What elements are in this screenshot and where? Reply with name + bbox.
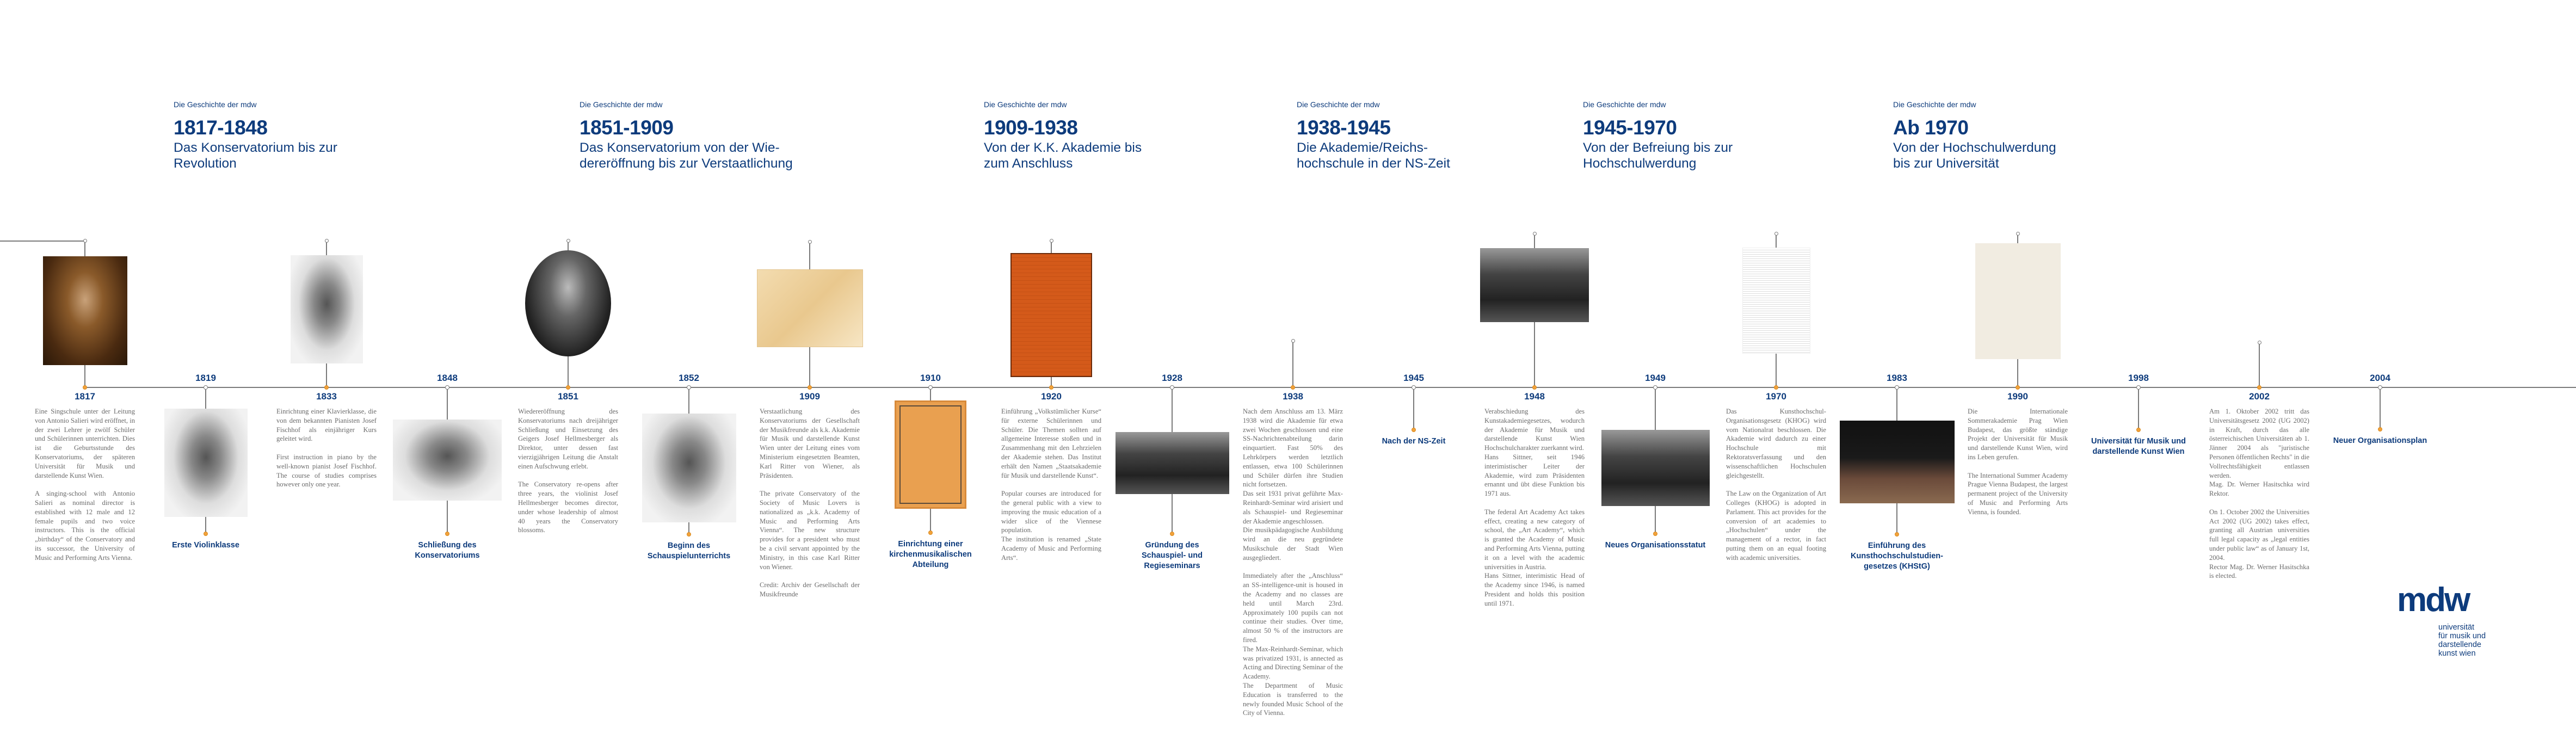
timeline-marker-filled [1291, 385, 1295, 390]
event-year: 1928 [1162, 373, 1182, 383]
event-connector [2259, 343, 2260, 387]
description-german: Verstaatlichung des Konservatoriums der Gesellschaft der Musikfreunde als k.k. Akademie für Musik und darstellende Kunst Wien unter der Leitung eines vom Ministerium eingesetzten Beamten, Karl Ritter von Wiener, als Präsidenten. [760, 408, 860, 479]
title-anchor-circle [1050, 239, 1053, 243]
title-anchor-dot [2136, 428, 2141, 432]
timeline-marker-open [2378, 385, 2382, 390]
title-anchor-circle [1291, 339, 1295, 343]
event-year: 1938 [1283, 391, 1303, 402]
timeline-marker-open [928, 385, 933, 390]
period-header [580, 100, 793, 171]
period-years: 1851-1909 [580, 116, 674, 139]
event-image [393, 420, 502, 501]
title-anchor-circle [2016, 232, 2020, 236]
title-anchor-circle [808, 240, 812, 244]
event-description [35, 407, 135, 563]
title-anchor-dot [1170, 532, 1174, 536]
description-english: Popular courses are introduced for the general public with a view to improving the music education of a wider slice of the Viennese population. The institution is renamed „State Academy of Music and Performing Arts“. [1001, 490, 1101, 562]
event-image [757, 269, 863, 347]
title-anchor-dot [687, 532, 691, 537]
event-image [164, 409, 248, 517]
image-credit: Credit: Archiv der Gesellschaft der Musikfreunde [760, 581, 860, 598]
event-description [1726, 407, 1826, 563]
timeline-marker-open [687, 385, 691, 390]
event-connector [1292, 341, 1293, 387]
event-connector [2138, 387, 2139, 430]
timeline-marker-filled [324, 385, 329, 390]
timeline-marker-filled [1049, 385, 1053, 390]
event-title: Nach der NS-Zeit [1382, 437, 1446, 446]
description-german: Verabschiedung des Kunstakademiegesetzes, wodurch der Akademie für Musik und darstellende Kunst Wien Hochschulcharakter zuerkannt wird. Hans Sittner, seit 1946 interimistischer Leiter der Akademie, wird zum Präsidenten ernannt und übt diese Funktion bis 1971 aus. [1484, 408, 1585, 498]
timeline-marker-open [1895, 385, 1899, 390]
period-years: 1938-1945 [1297, 116, 1391, 139]
timeline-lead-in [0, 241, 85, 242]
title-anchor-circle [2258, 341, 2261, 344]
description-german: Wiedereröffnung des Konservatoriums nach dreijähriger Schließung und Einsetzung des Geigers Josef Hellmesberger als Direktor, unter dessen fast vierzigjährigen Leitung die Anstalt einen Aufschwung erlebt. [518, 408, 618, 470]
description-german: Das Kunsthochschul-Organisationsgesetz (KHOG) wird vom Nationalrat beschlossen. Die Akademie wird dadurch zu einer Hochschule mit Rektoratsverfassung und den wissenschaftlichen Hochschulen gleichgestellt. [1726, 408, 1826, 479]
event-description [1001, 407, 1101, 563]
event-year: 1983 [1887, 373, 1907, 383]
event-description [1484, 407, 1585, 608]
description-english: The Law on the Organization of Art Colleges (KHOG) is adopted in Parlament. This act provides for the conversion of art academies to „Hochschulen“ under the management of a rector, in fact putting them on an equal footing with academic universities. [1726, 490, 1826, 562]
title-anchor-dot [928, 531, 933, 535]
event-year: 1852 [679, 373, 699, 383]
period-label: Die Geschichte der mdw [580, 100, 663, 109]
description-german: Am 1. Oktober 2002 tritt das Universitätsgesetz 2002 (UG 2002) in Kraft, durch das alle österreichischen Universitäten ab 1. Jänner 2004 als "juristische Personen öffentlichen Rechts" in die Vollrechtsfähigkeit entlassen werden. Mag. Dr. Werner Hasitschka wird Rektor. [2209, 408, 2309, 498]
event-image [1742, 248, 1810, 354]
timeline-marker-filled [83, 385, 87, 390]
description-english: A singing-school with Antonio Salieri as nominal director is established with 12 male and 12 female pupils and two voice instructors. This is the official „birthday“ of the Conservatory and its successor, the University of Music and Performing Arts Vienna. [35, 490, 135, 562]
timeline-marker-filled [1532, 385, 1537, 390]
event-year: 1970 [1766, 391, 1786, 402]
description-german: Nach dem Anschluss am 13. März 1938 wird die Akademie für etwa zwei Wochen geschlossen und eine SS-Nachrichtenabteilung darin einquartiert. Fast 50% des Lehrkörpers werden letztlich entlassen, etwa 100 Schülerinnen und Schüler dürfen ihre Studien nicht fortsetzen. Das seit 1931 privat geführte Max-Reinhardt-Seminar wird arisiert und als Schauspiel- und Regieseminar der Akademie angeschlossen. Die musikpädagogische Ausbildung wird an die neu gegründete Musikschule der Stadt Wien ausgegliedert. [1243, 408, 1343, 562]
event-year: 1948 [1524, 391, 1545, 402]
title-anchor-circle [1774, 232, 1778, 236]
event-description [1243, 407, 1343, 718]
event-title: Beginn des Schauspielunterrichts [647, 541, 731, 560]
event-year: 1920 [1041, 391, 1062, 402]
event-image [1116, 432, 1229, 494]
timeline-marker-filled [566, 385, 570, 390]
event-description [276, 407, 377, 489]
event-year: 1909 [799, 391, 820, 402]
timeline-marker-open [1653, 385, 1657, 390]
timeline-axis [85, 387, 2576, 388]
period-label: Die Geschichte der mdw [984, 100, 1067, 109]
event-description [760, 407, 860, 599]
event-year: 1949 [1645, 373, 1666, 383]
event-year: 1819 [195, 373, 216, 383]
period-subtitle: Von der Hochschulwerdung bis zur Universität [1893, 140, 2056, 171]
title-anchor-dot [2378, 427, 2382, 431]
title-anchor-circle [566, 239, 570, 243]
event-connector [1413, 387, 1414, 430]
title-anchor-circle [325, 239, 329, 243]
period-years: 1945-1970 [1583, 116, 1677, 139]
description-english: The International Summer Academy Prague Vienna Budapest, the largest permanent project of the University of Music and Performing Arts Vienna, is founded. [1968, 471, 2068, 516]
timeline-marker-filled [808, 385, 812, 390]
event-image [43, 256, 127, 365]
description-german: Die Internationale Sommerakademie Prag Wien Budapest, das größte ständige Projekt der Universität für Musik und darstellende Kunst Wien, wird ins Leben gerufen. [1968, 408, 2068, 461]
event-year: 1833 [316, 391, 337, 402]
event-image [1010, 253, 1092, 377]
title-anchor-circle [1533, 232, 1537, 236]
title-anchor-circle [83, 239, 87, 243]
event-connector [2380, 387, 2381, 429]
event-year: 1848 [437, 373, 458, 383]
event-title: Einrichtung einer kirchenmusikalischen Abteilung [889, 540, 972, 569]
description-german: Einführung „Volkstümlicher Kurse“ für externe Schülerinnen und Schüler. Die Themen sollten auf allgemeine Interesse stoßen und in Zusammenhang mit den Lehrzielen der Akademie stehen. Das Institut erhält den Namen „Staatsakademie für Musik und darstellende Kunst“. [1001, 408, 1101, 479]
event-image [642, 414, 736, 522]
event-description [2209, 407, 2309, 581]
mdw-logo [2397, 581, 2500, 667]
event-year: 1945 [1403, 373, 1424, 383]
period-subtitle: Das Konservatorium von der Wie- dereröffnung bis zur Verstaatlichung [580, 140, 793, 171]
period-label: Die Geschichte der mdw [1893, 100, 1976, 109]
logo-mark: mdw [2397, 581, 2469, 619]
event-image [291, 255, 363, 363]
event-image [895, 400, 966, 509]
timeline-marker-filled [2257, 385, 2261, 390]
event-image [1975, 243, 2061, 359]
period-subtitle: Die Akademie/Reichs- hochschule in der NS-Zeit [1297, 140, 1450, 171]
period-header [1893, 100, 2056, 171]
event-title: Neues Organisationsstatut [1605, 541, 1706, 550]
event-year: 1998 [2128, 373, 2149, 383]
event-title: Universität für Musik und darstellende Kunst Wien [2091, 437, 2186, 456]
period-years: 1909-1938 [984, 116, 1078, 139]
event-image [1601, 430, 1710, 506]
period-label: Die Geschichte der mdw [1583, 100, 1666, 109]
event-title: Einführung des Kunsthochschulstudien- gesetzes (KHStG) [1851, 541, 1943, 571]
event-image [1840, 421, 1955, 503]
event-image [525, 250, 611, 356]
timeline-marker-open [445, 385, 449, 390]
event-title: Erste Violinklasse [172, 541, 239, 550]
timeline-marker-filled [2016, 385, 2020, 390]
description-english: The private Conservatory of the Society of Music Lovers is nationalized as „k.k. Academy of Music and Performing Arts Vienna“. The new structure provides for a president who must be a civil servant appointed by the Ministry, in this case Karl Ritter von Wiener. [760, 490, 860, 571]
description-english: Immediately after the „Anschluss“ an SS-intelligence-unit is housed in the Academy and no classes are held until March 23rd. Approximately 100 pupils can not continue their studies. Over time, almost 50 % of the instructors are fired. The Max-Reinhardt-Seminar, which was privatized 1931, is annected as Acting and Directing Seminar of the Academy. The Department of Music Education is transferred to the newly founded Music School of the City of Vienna. [1243, 572, 1343, 717]
period-subtitle: Das Konservatorium bis zur Revolution [174, 140, 337, 171]
timeline-marker-open [1412, 385, 1416, 390]
event-description [518, 407, 618, 535]
period-years: Ab 1970 [1893, 116, 1969, 139]
period-header [1297, 100, 1450, 171]
timeline-marker-filled [1774, 385, 1778, 390]
event-description [1968, 407, 2068, 517]
event-title: Neuer Organisationsplan [2333, 436, 2427, 445]
event-year: 2002 [2249, 391, 2270, 402]
title-anchor-dot [1653, 532, 1657, 536]
event-image [1480, 248, 1589, 322]
title-anchor-dot [204, 532, 208, 536]
period-years: 1817-1848 [174, 116, 268, 139]
event-year: 1910 [920, 373, 941, 383]
timeline-marker-open [2136, 385, 2141, 390]
timeline-marker-open [204, 385, 208, 390]
period-header [174, 100, 337, 171]
period-subtitle: Von der Befreiung bis zur Hochschulwerdung [1583, 140, 1733, 171]
logo-wordmark: universität für musik und darstellende kunst wien [2438, 623, 2486, 658]
event-title: Schließung des Konservatoriums [415, 541, 480, 560]
title-anchor-dot [1412, 428, 1416, 432]
title-anchor-dot [445, 532, 449, 536]
period-label: Die Geschichte der mdw [1297, 100, 1380, 109]
title-anchor-dot [1895, 532, 1899, 537]
description-english: The federal Art Academy Act takes effect, creating a new category of school, the „Art Academy“, which is granted the Academy of Music and Performing Arts Vienna, putting it on a level with the academic universities in Austria. Hans Sittner, interimistic Head of the Academy since 1946, is named President and holds this position until 1971. [1484, 508, 1585, 607]
event-year: 1990 [2007, 391, 2028, 402]
timeline-marker-open [1170, 385, 1174, 390]
description-english: The Conservatory re-opens after three years, the violinist Josef Hellmesberger becomes director, under whose leadership of almost 40 years the Conservatory blossoms. [518, 480, 618, 534]
period-header [984, 100, 1142, 171]
event-year: 1851 [558, 391, 578, 402]
period-subtitle: Von der K.K. Akademie bis zum Anschluss [984, 140, 1142, 171]
description-german: Einrichtung einer Klavierklasse, die von dem bekannten Pianisten Josef Fischhof als einjähriger Kurs geleitet wird. [276, 408, 377, 443]
description-english: On 1. October 2002 the Universities Act 2002 (UG 2002) takes effect, granting all Austrian universities full legal capacity as „legal entities under public law“ as of January 1st, 2004. Rector Mag. Dr. Werner Hasitschka is elected. [2209, 508, 2309, 580]
period-header [1583, 100, 1733, 171]
period-label: Die Geschichte der mdw [174, 100, 257, 109]
description-english: First instruction in piano by the well-known pianist Josef Fischhof. The course of studies comprises however only one year. [276, 453, 377, 489]
event-year: 1817 [75, 391, 95, 402]
event-title: Gründung des Schauspiel- und Regieseminars [1142, 541, 1203, 570]
description-german: Eine Singschule unter der Leitung von Antonio Salieri wird eröffnet, in der zwei Lehrer je zwölf Schüler und Schülerinnen unterrichten. Dies ist die Geburtsstunde des Konservatoriums, der späteren Universität für Musik und darstellende Kunst Wien. [35, 408, 135, 479]
event-year: 2004 [2370, 373, 2390, 383]
